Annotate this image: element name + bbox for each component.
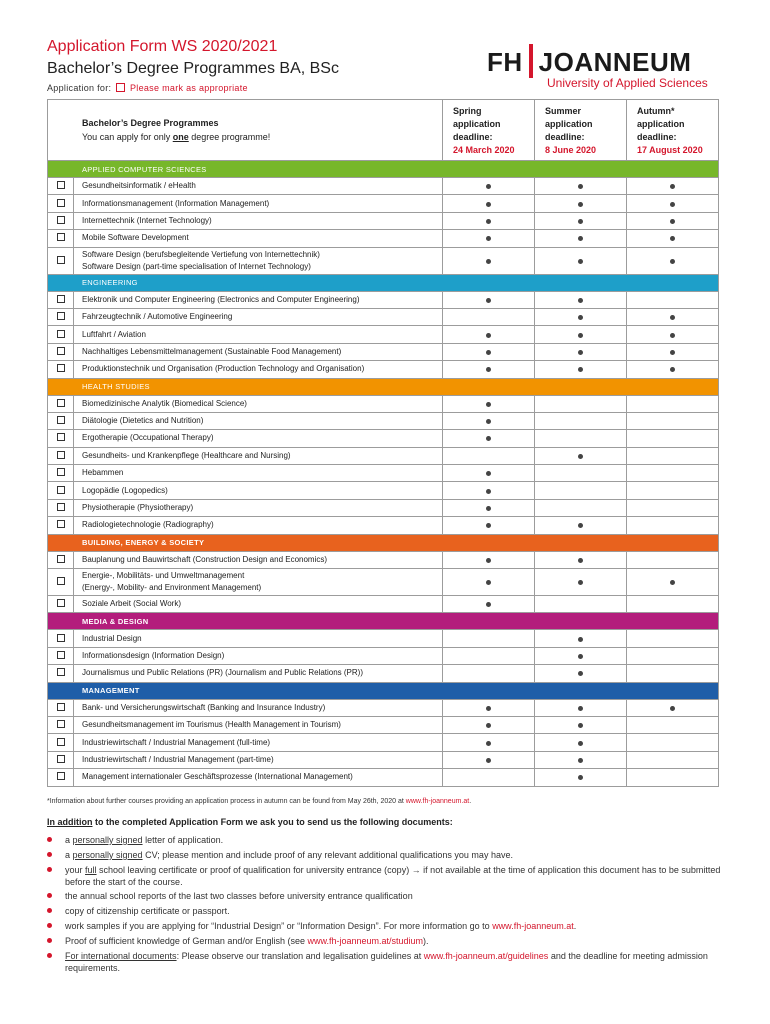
available-dot-icon (578, 523, 583, 528)
spring-cell (443, 751, 535, 768)
available-dot-icon (670, 236, 675, 241)
logo-bar (529, 44, 533, 78)
spring-cell (443, 308, 535, 325)
programme-checkbox[interactable] (57, 181, 65, 189)
available-dot-icon (578, 741, 583, 746)
available-dot-icon (486, 558, 491, 563)
available-dot-icon (578, 184, 583, 189)
bullet-icon (47, 953, 52, 958)
spring-cell (443, 291, 535, 308)
available-dot-icon (486, 506, 491, 511)
programme-name: Physiotherapie (Physiotherapy) (74, 499, 443, 516)
document-item: a personally signed letter of application. (47, 834, 727, 846)
available-dot-icon (578, 671, 583, 676)
available-dot-icon (486, 236, 491, 241)
form-subtitle: Bachelor’s Degree Programmes BA, BSc (47, 60, 339, 77)
summer-cell (535, 647, 627, 664)
summer-cell (535, 769, 627, 786)
bullet-icon (47, 837, 52, 842)
document-item: a personally signed CV; please mention and include proof of any relevant additional qualifications you may have. (47, 849, 727, 861)
apply-for-line (47, 83, 248, 93)
spring-cell (443, 482, 535, 499)
programme-name: Biomedizinische Analytik (Biomedical Science) (74, 395, 443, 412)
spring-cell (443, 412, 535, 429)
spring-cell (443, 178, 535, 195)
programme-name: Fahrzeugtechnik / Automotive Engineering (74, 308, 443, 325)
available-dot-icon (670, 367, 675, 372)
autumn-cell (627, 230, 719, 247)
programme-checkbox[interactable] (57, 416, 65, 424)
table-row (48, 699, 719, 716)
spring-cell (443, 734, 535, 751)
autumn-cell (627, 465, 719, 482)
spring-cell (443, 230, 535, 247)
available-dot-icon (670, 706, 675, 711)
summer-cell (535, 430, 627, 447)
autumn-cell (627, 326, 719, 343)
programme-name: Energie-, Mobilitäts- und Umweltmanagement (Energy-, Mobility- and Environment Management) (74, 569, 443, 596)
spring-cell (443, 551, 535, 568)
table-row (48, 308, 719, 325)
summer-cell (535, 343, 627, 360)
available-dot-icon (578, 298, 583, 303)
available-dot-icon (578, 637, 583, 642)
autumn-cell (627, 412, 719, 429)
spring-cell (443, 343, 535, 360)
available-dot-icon (578, 202, 583, 207)
spring-cell (443, 430, 535, 447)
table-header-row (48, 100, 719, 161)
programme-name: Gesundheitsmanagement im Tourismus (Health Management in Tourism) (74, 716, 443, 733)
programme-checkbox[interactable] (57, 599, 65, 607)
programme-name: Internettechnik (Internet Technology) (74, 212, 443, 229)
spring-cell (443, 212, 535, 229)
programme-checkbox[interactable] (57, 433, 65, 441)
autumn-cell (627, 343, 719, 360)
programme-checkbox[interactable] (57, 330, 65, 338)
document-item: Proof of sufficient knowledge of German and/or English (see www.fh-joanneum.at/studium). (47, 935, 727, 947)
spring-cell (443, 630, 535, 647)
apply-for-hint: Please mark as appropriate (129, 83, 248, 93)
section-header (48, 534, 719, 551)
programme-name: Diätologie (Dietetics and Nutrition) (74, 412, 443, 429)
table-row (48, 195, 719, 212)
spring-cell (443, 361, 535, 378)
summer-cell (535, 699, 627, 716)
available-dot-icon (670, 333, 675, 338)
programmes-table (47, 99, 719, 787)
autumn-cell (627, 195, 719, 212)
table-row (48, 326, 719, 343)
autumn-cell (627, 291, 719, 308)
spring-cell (443, 447, 535, 464)
table-row (48, 395, 719, 412)
section-title: MANAGEMENT (48, 682, 719, 699)
programme-name: Informationsdesign (Information Design) (74, 647, 443, 664)
section-header (48, 682, 719, 699)
available-dot-icon (486, 758, 491, 763)
bullet-icon (47, 938, 52, 943)
autumn-cell (627, 751, 719, 768)
programme-checkbox[interactable] (57, 364, 65, 372)
programme-name: Soziale Arbeit (Social Work) (74, 596, 443, 613)
autumn-cell (627, 569, 719, 596)
programme-name: Bauplanung und Bauwirtschaft (Construction Design and Economics) (74, 551, 443, 568)
programme-name: Industriewirtschaft / Industrial Management (part-time) (74, 751, 443, 768)
programme-checkbox[interactable] (57, 634, 65, 642)
spring-cell (443, 769, 535, 786)
available-dot-icon (578, 315, 583, 320)
spring-cell (443, 517, 535, 534)
programme-name: Radiologietechnologie (Radiography) (74, 517, 443, 534)
summer-cell (535, 499, 627, 516)
apply-for-label: Application for: (47, 83, 112, 93)
available-dot-icon (486, 602, 491, 607)
summer-cell (535, 569, 627, 596)
section-title: APPLIED COMPUTER SCIENCES (48, 161, 719, 178)
table-row (48, 447, 719, 464)
autumn-cell (627, 430, 719, 447)
document-link[interactable]: www.fh-joanneum.at/studium (307, 935, 424, 946)
available-dot-icon (486, 741, 491, 746)
available-dot-icon (486, 298, 491, 303)
programme-name: Management internationaler Geschäftsprozesse (International Management) (74, 769, 443, 786)
bullet-icon (47, 893, 52, 898)
document-item: work samples if you are applying for “Industrial Design” or “Information Design”. For more information go to www.fh-joanneum.at. (47, 920, 727, 932)
spring-cell (443, 596, 535, 613)
autumn-cell (627, 665, 719, 682)
spring-cell (443, 395, 535, 412)
bullet-icon (47, 908, 52, 913)
section-header (48, 161, 719, 178)
table-row (48, 247, 719, 274)
table-row (48, 178, 719, 195)
summer-cell (535, 308, 627, 325)
autumn-cell (627, 630, 719, 647)
programme-name: Industrial Design (74, 630, 443, 647)
programme-name: Mobile Software Development (74, 230, 443, 247)
programme-checkbox[interactable] (57, 199, 65, 207)
autumn-cell (627, 499, 719, 516)
programme-name: Hebammen (74, 465, 443, 482)
autumn-cell (627, 178, 719, 195)
autumn-cell (627, 596, 719, 613)
programme-checkbox[interactable] (57, 233, 65, 241)
table-row (48, 596, 719, 613)
available-dot-icon (670, 580, 675, 585)
section-title: ENGINEERING (48, 274, 719, 291)
document-link[interactable]: www.fh-joanneum.at/guidelines (423, 950, 549, 961)
summer-cell (535, 395, 627, 412)
table-row (48, 343, 719, 360)
programme-name: Industriewirtschaft / Industrial Management (full-time) (74, 734, 443, 751)
programmes-header-note: You can apply for only one degree programme! (82, 132, 271, 142)
summer-cell (535, 291, 627, 308)
spring-cell (443, 465, 535, 482)
available-dot-icon (486, 219, 491, 224)
available-dot-icon (670, 315, 675, 320)
spring-cell (443, 195, 535, 212)
programme-checkbox[interactable] (57, 295, 65, 303)
autumn-cell (627, 308, 719, 325)
table-row (48, 361, 719, 378)
programme-name: Informationsmanagement (Information Management) (74, 195, 443, 212)
available-dot-icon (486, 402, 491, 407)
programme-checkbox[interactable] (57, 668, 65, 676)
autumn-deadline-header: Autumn* application deadline: 17 August 2020 (627, 100, 719, 161)
summer-cell (535, 230, 627, 247)
programme-checkbox[interactable] (57, 503, 65, 511)
summer-cell (535, 482, 627, 499)
spring-cell (443, 326, 535, 343)
available-dot-icon (670, 219, 675, 224)
programmes-header-title: Bachelor’s Degree Programmes (82, 118, 219, 128)
autumn-cell (627, 247, 719, 274)
programme-checkbox[interactable] (57, 720, 65, 728)
documents-title: In addition to the completed Application Form we ask you to send us the following documents: (47, 817, 453, 827)
logo-joanneum: JOANNEUM (538, 47, 692, 77)
programme-checkbox[interactable] (57, 399, 65, 407)
autumn-cell (627, 447, 719, 464)
summer-cell (535, 247, 627, 274)
available-dot-icon (578, 454, 583, 459)
available-dot-icon (486, 489, 491, 494)
bullet-icon (47, 852, 52, 857)
available-dot-icon (486, 350, 491, 355)
programme-checkbox[interactable] (57, 256, 65, 264)
available-dot-icon (578, 236, 583, 241)
autumn-cell (627, 517, 719, 534)
footnote: *Information about further courses providing an application process in autumn can be found from May 26th, 2020 at www.fh-joanneum.at. (47, 798, 472, 805)
summer-cell (535, 361, 627, 378)
programme-checkbox[interactable] (57, 577, 65, 585)
programme-checkbox[interactable] (57, 738, 65, 746)
programmes-body (48, 161, 719, 787)
available-dot-icon (486, 436, 491, 441)
available-dot-icon (670, 259, 675, 264)
programme-checkbox[interactable] (57, 703, 65, 711)
programme-checkbox[interactable] (57, 651, 65, 659)
programme-checkbox[interactable] (57, 216, 65, 224)
spring-cell (443, 699, 535, 716)
available-dot-icon (486, 580, 491, 585)
autumn-cell (627, 716, 719, 733)
autumn-cell (627, 395, 719, 412)
table-row (48, 716, 719, 733)
available-dot-icon (486, 259, 491, 264)
programme-checkbox[interactable] (57, 451, 65, 459)
available-dot-icon (486, 523, 491, 528)
bullet-icon (47, 867, 52, 872)
table-row (48, 665, 719, 682)
document-link[interactable]: www.fh-joanneum.at (492, 920, 574, 931)
form-title: Application Form WS 2020/2021 (47, 38, 278, 55)
available-dot-icon (486, 333, 491, 338)
summer-cell (535, 751, 627, 768)
spring-cell (443, 499, 535, 516)
programme-name: Logopädie (Logopedics) (74, 482, 443, 499)
table-row (48, 430, 719, 447)
summer-cell (535, 734, 627, 751)
fh-joanneum-logo (487, 44, 717, 94)
table-row (48, 751, 719, 768)
table-row (48, 482, 719, 499)
programme-checkbox[interactable] (57, 772, 65, 780)
summer-cell (535, 447, 627, 464)
table-row (48, 630, 719, 647)
programme-checkbox[interactable] (57, 347, 65, 355)
document-item: your full school leaving certificate or proof of qualification for university entrance (copy) → if not available at the time of application this document has to be submitted before the start of the course. (47, 864, 727, 888)
table-row (48, 291, 719, 308)
available-dot-icon (670, 202, 675, 207)
programmes-header (48, 100, 443, 161)
available-dot-icon (486, 419, 491, 424)
available-dot-icon (578, 219, 583, 224)
spring-cell (443, 647, 535, 664)
section-header (48, 378, 719, 395)
summer-cell (535, 551, 627, 568)
table-row (48, 647, 719, 664)
spring-cell (443, 665, 535, 682)
summer-cell (535, 465, 627, 482)
checkbox-icon (116, 83, 125, 92)
programme-checkbox[interactable] (57, 468, 65, 476)
section-title: MEDIA & DESIGN (48, 613, 719, 630)
programme-name: Nachhaltiges Lebensmittelmanagement (Sustainable Food Management) (74, 343, 443, 360)
spring-deadline-header: Spring application deadline: 24 March 2020 (443, 100, 535, 161)
programme-name: Journalismus und Public Relations (PR) (Journalism and Public Relations (PR)) (74, 665, 443, 682)
autumn-cell (627, 361, 719, 378)
programme-name: Software Design (berufsbegleitende Vertiefung von Internettechnik) Software Design (part-time specialisation of Internet Technology) (74, 247, 443, 274)
available-dot-icon (486, 706, 491, 711)
table-row (48, 465, 719, 482)
autumn-cell (627, 551, 719, 568)
available-dot-icon (578, 758, 583, 763)
autumn-cell (627, 482, 719, 499)
spring-cell (443, 569, 535, 596)
programme-checkbox[interactable] (57, 520, 65, 528)
section-title: HEALTH STUDIES (48, 378, 719, 395)
autumn-cell (627, 699, 719, 716)
autumn-cell (627, 734, 719, 751)
programme-checkbox[interactable] (57, 486, 65, 494)
available-dot-icon (486, 184, 491, 189)
table-row (48, 734, 719, 751)
programme-checkbox[interactable] (57, 755, 65, 763)
summer-cell (535, 195, 627, 212)
table-row (48, 499, 719, 516)
programme-name: Bank- und Versicherungswirtschaft (Banking and Insurance Industry) (74, 699, 443, 716)
programme-checkbox[interactable] (57, 312, 65, 320)
available-dot-icon (578, 558, 583, 563)
summer-cell (535, 326, 627, 343)
available-dot-icon (578, 350, 583, 355)
autumn-cell (627, 212, 719, 229)
logo-fh: FH (487, 47, 523, 77)
summer-cell (535, 517, 627, 534)
programme-name: Luftfahrt / Aviation (74, 326, 443, 343)
summer-cell (535, 665, 627, 682)
document-item: copy of citizenship certificate or passport. (47, 905, 727, 917)
programme-name: Gesundheits- und Krankenpflege (Healthcare and Nursing) (74, 447, 443, 464)
available-dot-icon (578, 723, 583, 728)
available-dot-icon (486, 723, 491, 728)
summer-deadline-header: Summer application deadline: 8 June 2020 (535, 100, 627, 161)
summer-cell (535, 178, 627, 195)
section-header (48, 274, 719, 291)
summer-cell (535, 412, 627, 429)
header (47, 36, 737, 96)
summer-cell (535, 716, 627, 733)
available-dot-icon (578, 333, 583, 338)
section-header (48, 613, 719, 630)
programme-name: Gesundheitsinformatik / eHealth (74, 178, 443, 195)
available-dot-icon (578, 654, 583, 659)
available-dot-icon (670, 350, 675, 355)
available-dot-icon (486, 202, 491, 207)
autumn-cell (627, 769, 719, 786)
spring-cell (443, 716, 535, 733)
table-row (48, 569, 719, 596)
summer-cell (535, 212, 627, 229)
document-item: the annual school reports of the last two classes before university entrance qualification (47, 890, 727, 902)
table-row (48, 551, 719, 568)
documents-list (47, 834, 727, 976)
available-dot-icon (486, 471, 491, 476)
table-row (48, 230, 719, 247)
summer-cell (535, 630, 627, 647)
spring-cell (443, 247, 535, 274)
logo-subtitle: University of Applied Sciences (547, 76, 708, 90)
available-dot-icon (578, 259, 583, 264)
bullet-icon (47, 923, 52, 928)
section-title: BUILDING, ENERGY & SOCIETY (48, 534, 719, 551)
programme-checkbox[interactable] (57, 555, 65, 563)
autumn-cell (627, 647, 719, 664)
table-row (48, 412, 719, 429)
table-row (48, 517, 719, 534)
document-item: For international documents: Please observe our translation and legalisation guidelines at www.fh-joanneum.at/guidelines and the deadline for meeting admission requirements. (47, 950, 727, 974)
programme-name: Ergotherapie (Occupational Therapy) (74, 430, 443, 447)
programme-name: Elektronik und Computer Engineering (Electronics and Computer Engineering) (74, 291, 443, 308)
summer-cell (535, 596, 627, 613)
available-dot-icon (578, 580, 583, 585)
available-dot-icon (486, 367, 491, 372)
available-dot-icon (578, 706, 583, 711)
table-row (48, 769, 719, 786)
programme-name: Produktionstechnik und Organisation (Production Technology and Organisation) (74, 361, 443, 378)
footnote-link[interactable]: www.fh-joanneum.at (405, 798, 470, 805)
available-dot-icon (578, 367, 583, 372)
available-dot-icon (578, 775, 583, 780)
available-dot-icon (670, 184, 675, 189)
table-row (48, 212, 719, 229)
